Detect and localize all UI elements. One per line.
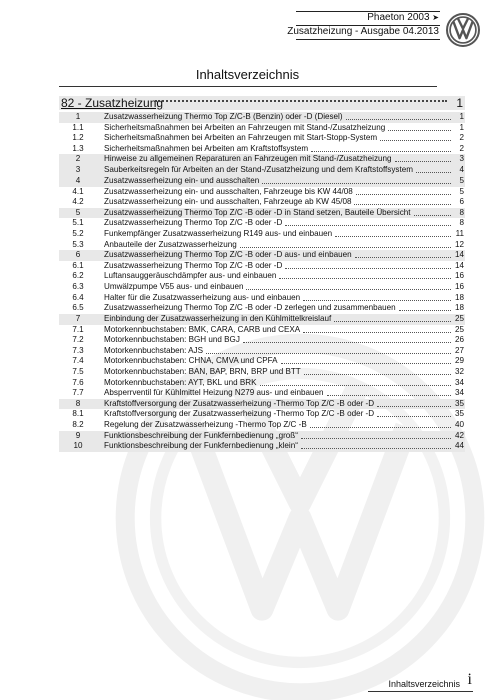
toc-entry-title: Luftansauggeräuschdämpfer aus- und einbauen: [104, 271, 277, 281]
toc-entry-leader: [303, 332, 451, 333]
toc-entry-number: 5.2: [72, 229, 84, 238]
toc-subsection-row[interactable]: [59, 409, 465, 420]
toc-entry-leader: [310, 427, 451, 428]
header-model: [367, 12, 439, 24]
toc-entry-list: [59, 112, 465, 452]
toc-subsection-row[interactable]: [59, 187, 465, 198]
toc-chapter-heading[interactable]: [59, 96, 465, 110]
toc-entry-page: 2: [459, 133, 464, 143]
toc-entry-page: 44: [454, 441, 464, 451]
toc-entry-number: 6.3: [72, 282, 84, 292]
toc-entry-title: Halter für die Zusatzwasserheizung aus- und einbauen: [104, 292, 301, 302]
toc-entry-page: 5: [459, 186, 464, 196]
toc-entry-page: 25: [454, 324, 464, 334]
toc-entry-page: 29: [454, 356, 464, 366]
toc-entry-leader: [281, 363, 451, 364]
toc-entry-title: Zusatzwasserheizung Thermo Top Z/C -B oder -D zerlegen und zusammenbauen: [104, 303, 396, 313]
toc-entry-leader: [399, 310, 451, 311]
footer-label: Inhaltsverzeichnis: [388, 679, 460, 689]
toc-entry-page: 8: [459, 218, 464, 228]
toc-entry-number: 7.1: [72, 324, 84, 334]
toc-section-row[interactable]: [59, 431, 465, 442]
vw-logo-icon: [446, 13, 480, 47]
footer-rule: [368, 691, 473, 692]
toc-entry-number: 7.3: [72, 345, 84, 355]
toc-entry-title: Funktionsbeschreibung der Funkfernbedienung „groß“: [104, 430, 298, 440]
toc-subsection-row[interactable]: [59, 218, 465, 229]
toc-entry-leader: [285, 268, 451, 269]
toc-entry-page: 18: [454, 292, 464, 302]
toc-entry-page: 27: [454, 345, 464, 355]
toc-subsection-row[interactable]: [59, 229, 465, 240]
toc-entry-title: Einbindung der Zusatzwasserheizung in den Kühlmittelkreislauf: [104, 313, 332, 323]
toc-entry-page: 35: [454, 398, 464, 408]
toc-entry-leader: [279, 278, 451, 279]
toc-subsection-row[interactable]: [59, 240, 465, 251]
toc-entry-leader: [334, 321, 451, 322]
toc-entry-number: 10: [73, 441, 83, 451]
toc-section-row[interactable]: [59, 250, 465, 261]
toc-entry-page: 34: [454, 377, 464, 387]
toc-entry-page: 25: [454, 313, 464, 323]
toc-subsection-row[interactable]: [59, 388, 465, 399]
toc-entry-number: 4.1: [72, 186, 84, 196]
toc-entry-number: 8: [75, 398, 81, 408]
toc-entry-leader: [303, 300, 451, 301]
toc-entry-leader: [335, 236, 451, 237]
toc-entry-page: 1: [459, 112, 464, 121]
toc-entry-number: 3: [75, 165, 81, 175]
toc-entry-page: 18: [454, 303, 464, 313]
toc-entry-title: Zusatzwasserheizung Thermo Top Z/C -B oder -D in Stand setzen, Bauteile Übersicht: [104, 207, 411, 217]
toc-entry-number: 1.1: [72, 122, 84, 132]
toc-entry-title: Sicherheitsmaßnahmen bei Arbeiten an Fahrzeugen mit Stand-/Zusatzheizung: [104, 122, 386, 132]
toc-entry-leader: [240, 247, 451, 248]
toc-entry-title: Zusatzwasserheizung Thermo Top Z/C -B oder -D: [104, 260, 283, 270]
toc-subsection-row[interactable]: [59, 367, 465, 378]
toc-entry-title: Sicherheitsmaßnahmen bei Arbeiten am Kraftstoffsystem: [104, 143, 309, 153]
toc-chapter-page: 1: [456, 96, 463, 110]
toc-subsection-row[interactable]: [59, 293, 465, 304]
toc-entry-number: 7.5: [72, 366, 84, 376]
toc-entry-number: 6.2: [72, 271, 84, 281]
toc-section-row[interactable]: [59, 165, 465, 176]
toc-entry-number: 6: [75, 250, 81, 260]
toc-entry-leader: [206, 353, 451, 354]
header-model-text: Phaeton 2003: [367, 12, 430, 23]
page-title: Inhaltsverzeichnis: [195, 67, 300, 82]
toc-subsection-row[interactable]: [59, 356, 465, 367]
toc-entry-title: Zusatzwasserheizung ein- und ausschalten, Fahrzeuge ab KW 45/08: [104, 197, 352, 207]
toc-entry-leader: [377, 406, 451, 407]
toc-entry-page: 12: [454, 239, 464, 249]
toc-entry-leader: [346, 119, 451, 120]
toc-entry-page: 5: [459, 175, 464, 185]
toc-subsection-row[interactable]: [59, 346, 465, 357]
toc-entry-leader: [262, 183, 451, 184]
toc-subsection-row[interactable]: [59, 144, 465, 155]
toc-entry-title: Zusatzwasserheizung Thermo Top Z/C-B (Benzin) oder -D (Diesel): [104, 112, 343, 121]
toc-entry-title: Absperrventil für Kühlmittel Heizung N279 aus- und einbauen: [104, 388, 324, 398]
toc-entry-page: 11: [455, 229, 464, 238]
toc-entry-number: 2: [75, 154, 81, 164]
toc-entry-leader: [414, 215, 451, 216]
toc-entry-leader: [285, 225, 451, 226]
toc-entry-page: 35: [454, 409, 464, 419]
toc-subsection-row[interactable]: [59, 420, 465, 431]
toc-entry-number: 7.4: [72, 356, 84, 366]
header-subtitle: Zusatzheizung - Ausgabe 04.2013: [287, 26, 439, 37]
toc-subsection-row[interactable]: [59, 325, 465, 336]
toc-entry-page: 3: [459, 154, 464, 164]
toc-entry-title: Zusatzwasserheizung ein- und ausschalten: [104, 175, 260, 185]
table-of-contents: [59, 96, 465, 452]
toc-entry-number: 6.4: [72, 292, 84, 302]
toc-entry-page: 14: [454, 260, 464, 270]
toc-entry-number: 6.5: [72, 303, 84, 313]
toc-subsection-row[interactable]: [59, 303, 465, 314]
toc-chapter-title: 82 - Zusatzheizung: [61, 96, 164, 110]
toc-entry-leader: [243, 342, 451, 343]
toc-entry-leader: [377, 416, 451, 417]
toc-entry-title: Funkempfänger Zusatzwasserheizung R149 aus- und einbauen: [104, 229, 333, 238]
toc-entry-page: 32: [454, 366, 464, 376]
toc-entry-title: Motorkennbuchstaben: BAN, BAP, BRN, BRP und BTT: [104, 366, 301, 376]
toc-section-row[interactable]: [59, 112, 465, 123]
toc-entry-number: 7.6: [72, 377, 84, 387]
toc-entry-title: Zusatzwasserheizung ein- und ausschalten, Fahrzeuge bis KW 44/08: [104, 186, 353, 196]
toc-entry-title: Motorkennbuchstaben: CHNA, CMVA und CPFA: [104, 356, 278, 366]
toc-entry-number: 7.7: [72, 388, 84, 398]
toc-section-row[interactable]: [59, 208, 465, 219]
toc-entry-page: 16: [454, 282, 464, 292]
toc-subsection-row[interactable]: [59, 282, 465, 293]
toc-entry-number: 5.3: [72, 239, 84, 249]
toc-entry-number: 5: [75, 207, 81, 217]
toc-entry-leader: [246, 289, 451, 290]
header-rule-bottom: [296, 39, 440, 40]
toc-entry-leader: [260, 385, 451, 386]
toc-entry-leader: [301, 448, 451, 449]
toc-entry-number: 1: [75, 112, 81, 121]
toc-entry-page: 34: [454, 388, 464, 398]
toc-entry-number: 4.2: [72, 197, 84, 207]
toc-entry-title: Anbauteile der Zusatzwasserheizung: [104, 239, 237, 249]
title-rule: [59, 86, 437, 87]
toc-entry-title: Kraftstoffversorgung der Zusatzwasserheizung -Thermo Top Z/C -B oder -D: [104, 409, 375, 419]
toc-entry-number: 6.1: [72, 260, 84, 270]
toc-section-row[interactable]: [59, 399, 465, 410]
toc-chapter-leader: [155, 100, 447, 102]
footer-page-number: i: [467, 671, 472, 688]
toc-subsection-row[interactable]: [59, 123, 465, 134]
toc-entry-page: 16: [454, 271, 464, 281]
toc-entry-leader: [301, 438, 451, 439]
toc-entry-page: 1: [459, 122, 464, 132]
toc-entry-title: Motorkennbuchstaben: AJS: [104, 345, 203, 355]
toc-entry-leader: [395, 161, 451, 162]
toc-subsection-row[interactable]: [59, 335, 465, 346]
toc-entry-number: 4: [75, 175, 81, 185]
toc-entry-number: 7: [75, 313, 81, 323]
toc-entry-leader: [311, 151, 451, 152]
toc-section-row[interactable]: [59, 176, 465, 187]
toc-entry-leader: [355, 257, 451, 258]
toc-entry-page: 6: [459, 197, 464, 207]
toc-entry-title: Motorkennbuchstaben: BGH und BGJ: [104, 335, 240, 345]
toc-entry-title: Motorkennbuchstaben: BMK, CARA, CARB und CEXA: [104, 324, 301, 334]
toc-entry-page: 4: [459, 165, 464, 175]
toc-entry-leader: [304, 374, 451, 375]
toc-entry-leader: [356, 194, 451, 195]
toc-entry-leader: [388, 130, 451, 131]
toc-entry-leader: [416, 172, 451, 173]
toc-entry-title: Regelung der Zusatzwasserheizung -Thermo Top Z/C -B: [104, 419, 307, 429]
toc-subsection-row[interactable]: [59, 378, 465, 389]
toc-subsection-row[interactable]: [59, 133, 465, 144]
toc-entry-number: 7.2: [72, 335, 84, 345]
arrow-icon: ➤: [432, 13, 439, 22]
toc-section-row[interactable]: [59, 441, 465, 452]
toc-subsection-row[interactable]: [59, 271, 465, 282]
toc-entry-page: 40: [454, 419, 464, 429]
toc-entry-title: Funktionsbeschreibung der Funkfernbedienung „klein“: [104, 441, 298, 451]
toc-entry-title: Umwälzpumpe V55 aus- und einbauen: [104, 282, 244, 292]
toc-entry-title: Hinweise zu allgemeinen Reparaturen an Fahrzeugen mit Stand-/Zusatzheizung: [104, 154, 392, 164]
toc-entry-title: Sauberkeitsregeln für Arbeiten an der Stand-/Zusatzheizung und dem Kraftstoffsystem: [104, 165, 413, 175]
toc-entry-number: 8.1: [72, 409, 84, 419]
toc-entry-leader: [354, 204, 451, 205]
toc-entry-page: 42: [454, 430, 464, 440]
toc-entry-title: Kraftstoffversorgung der Zusatzwasserheizung -Thermo Top Z/C -B oder -D: [104, 398, 375, 408]
toc-entry-number: 1.2: [72, 133, 84, 143]
toc-entry-number: 1.3: [72, 143, 84, 153]
toc-entry-page: 2: [459, 143, 464, 153]
toc-entry-title: Motorkennbuchstaben: AYT, BKL und BRK: [104, 377, 257, 387]
toc-section-row[interactable]: [59, 154, 465, 165]
toc-entry-title: Sicherheitsmaßnahmen bei Arbeiten an Fahrzeugen mit Start-Stopp-System: [104, 133, 378, 143]
toc-entry-title: Zusatzwasserheizung Thermo Top Z/C -B oder -D: [104, 218, 283, 228]
toc-subsection-row[interactable]: [59, 261, 465, 272]
toc-entry-page: 8: [459, 207, 464, 217]
toc-entry-leader: [327, 395, 451, 396]
toc-entry-leader: [380, 140, 451, 141]
toc-section-row[interactable]: [59, 314, 465, 325]
toc-entry-page: 26: [454, 335, 464, 345]
toc-subsection-row[interactable]: [59, 197, 465, 208]
toc-entry-number: 9: [75, 430, 81, 440]
toc-entry-number: 8.2: [72, 419, 84, 429]
toc-entry-title: Zusatzwasserheizung Thermo Top Z/C -B oder -D aus- und einbauen: [104, 250, 352, 260]
toc-entry-number: 5.1: [72, 218, 84, 228]
page-header: [0, 0, 495, 70]
toc-entry-page: 14: [454, 250, 464, 260]
